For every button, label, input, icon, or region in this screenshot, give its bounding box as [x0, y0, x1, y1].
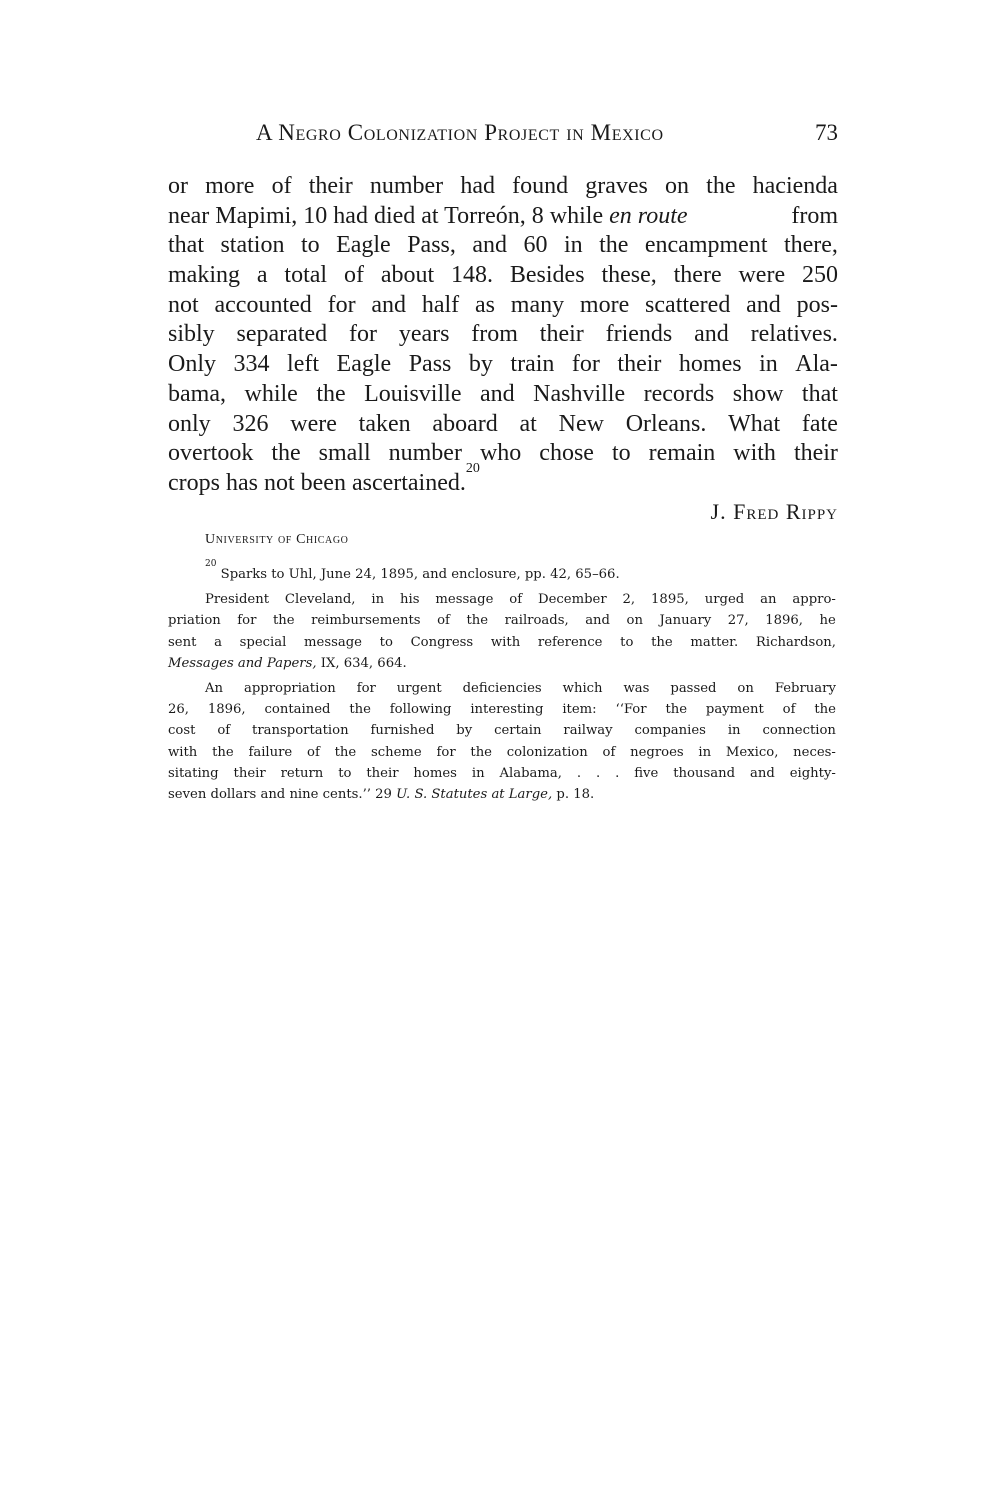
word: 250: [801, 262, 838, 289]
word: the: [651, 634, 673, 650]
word: eighty-: [789, 765, 836, 781]
word: passed: [670, 680, 717, 696]
word: chose: [539, 440, 594, 467]
word: 60: [523, 232, 548, 259]
word: interesting: [470, 702, 544, 718]
word: for: [356, 680, 376, 696]
word: their: [366, 765, 399, 781]
word: relatives.: [750, 321, 838, 348]
word: that: [801, 380, 838, 407]
word: .: [615, 765, 620, 781]
word: in: [698, 744, 712, 760]
word: 334: [233, 351, 270, 378]
word: 326: [232, 410, 269, 437]
word: many: [510, 291, 565, 318]
word: by: [468, 351, 493, 378]
word: encampment: [644, 232, 768, 259]
footnote-20: [168, 559, 836, 585]
word: appropriation: [243, 680, 336, 696]
word: had: [460, 173, 495, 199]
word: of: [437, 613, 450, 629]
word: Mexico,: [725, 744, 779, 760]
word: in: [727, 723, 741, 739]
word: scattered: [645, 291, 731, 318]
word: taken: [358, 410, 411, 437]
word: item:: [562, 702, 597, 718]
word: 27,: [727, 613, 749, 629]
word: there: [673, 262, 722, 289]
body-line: [168, 380, 838, 410]
footnote-line: [168, 763, 836, 784]
body-line: [168, 350, 838, 380]
body-line: [168, 261, 838, 291]
word: their: [617, 351, 662, 378]
word: left: [287, 351, 320, 378]
word: .: [596, 765, 601, 781]
word: not: [168, 291, 199, 318]
word: appro-: [792, 592, 836, 608]
word: message: [304, 634, 362, 650]
word: that: [168, 232, 204, 259]
word: the: [466, 613, 489, 629]
word: to: [379, 634, 393, 650]
word: the: [316, 380, 346, 407]
word: of: [509, 592, 523, 608]
italic-phrase: en route: [609, 202, 688, 229]
body-line: [168, 460, 838, 499]
word: on: [626, 613, 643, 629]
word: with: [168, 744, 198, 760]
word: show: [732, 380, 784, 407]
word: and: [479, 380, 515, 407]
word: 1896,: [765, 613, 804, 629]
word: in: [759, 351, 778, 378]
word: contained: [264, 702, 331, 718]
word: Eagle: [336, 351, 392, 378]
word: of: [307, 744, 320, 760]
word: in: [371, 592, 385, 608]
word: 1896,: [207, 702, 246, 718]
word: friends: [605, 321, 673, 348]
word: for: [348, 321, 377, 348]
word: matter.: [690, 634, 739, 650]
word: to: [338, 765, 352, 781]
footnote-line: [168, 632, 836, 653]
body-line: [168, 231, 838, 261]
word: a: [214, 634, 222, 650]
word: colonization: [506, 744, 588, 760]
word: his: [400, 592, 420, 608]
word: ‘‘For: [615, 702, 647, 718]
footnote-line: [168, 653, 836, 674]
word: transportation: [252, 723, 349, 739]
word: 1895,: [651, 592, 689, 608]
word: he: [819, 613, 836, 629]
word: priation: [168, 613, 221, 629]
word: were: [738, 262, 786, 289]
word: at: [519, 410, 537, 437]
page-number: 73: [815, 120, 838, 145]
word: to: [300, 232, 320, 259]
footnote-line: [168, 784, 836, 805]
word: January: [659, 613, 712, 629]
word: their: [793, 440, 838, 467]
word: their: [539, 321, 584, 348]
word: for: [571, 351, 600, 378]
running-head: [168, 120, 838, 152]
word: 26,: [168, 702, 189, 718]
word: reference: [537, 634, 603, 650]
author-signature: J. Fred Rippy: [710, 499, 838, 524]
word: with: [733, 440, 776, 467]
word: homes: [678, 351, 742, 378]
word: of: [217, 723, 231, 739]
word: or: [168, 173, 188, 199]
word: February: [774, 680, 836, 696]
word: negroes: [630, 744, 684, 760]
word: train: [510, 351, 555, 378]
word: aboard: [432, 410, 498, 437]
word: in: [471, 765, 485, 781]
word: their: [233, 765, 266, 781]
word: Cleveland,: [284, 592, 356, 608]
word: sent: [168, 634, 197, 650]
word: connection: [762, 723, 836, 739]
word: only: [168, 410, 211, 437]
word: President: [205, 592, 270, 608]
word: while: [244, 380, 298, 407]
body-line-text: near Mapimi, 10 had died at Torreón, 8 while: [168, 202, 604, 229]
word: railway: [563, 723, 613, 739]
word: message: [435, 592, 494, 608]
word: hacienda: [752, 173, 838, 199]
word: the: [599, 232, 629, 259]
word: with: [490, 634, 521, 650]
word: of: [602, 744, 616, 760]
word: of: [271, 173, 292, 199]
word: What: [728, 410, 781, 437]
word: was: [623, 680, 650, 696]
footnote-line: [168, 742, 836, 763]
word: Pass,: [407, 232, 456, 259]
footnote-line-text: p. 18.: [556, 786, 595, 802]
word: furnished: [370, 723, 435, 739]
word: number: [388, 440, 462, 467]
footnote-paragraph: [168, 678, 836, 805]
body-line: [168, 410, 838, 440]
word: return: [280, 765, 324, 781]
word: urgent: [396, 680, 442, 696]
word: neces-: [793, 744, 836, 760]
footnote-line: [168, 589, 836, 610]
word: overtook: [168, 440, 254, 467]
footnotes-section: [168, 559, 836, 805]
citation-title: U. S. Statutes at Large,: [396, 786, 553, 802]
word: to: [611, 440, 631, 467]
word: records: [643, 380, 715, 407]
word: about: [380, 262, 435, 289]
word: .: [576, 765, 582, 781]
word: thousand: [673, 765, 736, 781]
word: as: [474, 291, 495, 318]
footnote-paragraph: [168, 589, 836, 674]
word: urged: [704, 592, 745, 608]
word: December: [538, 592, 607, 608]
word: payment: [705, 702, 764, 718]
word: homes: [413, 765, 457, 781]
word: which: [562, 680, 603, 696]
word: the: [334, 744, 357, 760]
word: bama,: [168, 380, 226, 407]
word: Ala-: [795, 351, 838, 378]
body-line: [168, 291, 838, 321]
word: Nashville: [533, 380, 626, 407]
word: special: [239, 634, 287, 650]
body-paragraph: [168, 172, 838, 499]
footnote-line: [168, 678, 836, 699]
word: who: [479, 440, 522, 467]
word: making: [168, 262, 240, 289]
word: of: [343, 262, 364, 289]
word: fate: [801, 410, 838, 437]
word: pos-: [796, 291, 838, 318]
word: were: [290, 410, 337, 437]
word: and: [585, 613, 610, 629]
word: the: [706, 173, 736, 199]
word: failure: [248, 744, 293, 760]
word: Besides: [509, 262, 585, 289]
word: and: [694, 321, 729, 348]
word: a: [256, 262, 268, 289]
word: Eagle: [336, 232, 391, 259]
word: to: [620, 634, 634, 650]
word: scheme: [370, 744, 422, 760]
word: for: [237, 613, 257, 629]
word: deficiencies: [462, 680, 542, 696]
citation-title: Messages and Papers,: [168, 655, 317, 671]
word: the: [271, 440, 301, 467]
body-line-text: from: [791, 202, 838, 229]
word: certain: [494, 723, 542, 739]
body-line: [168, 439, 838, 469]
word: graves: [585, 173, 648, 199]
word: following: [389, 702, 452, 718]
word: half: [421, 291, 460, 318]
word: their: [308, 173, 353, 199]
word: station: [220, 232, 285, 259]
word: sitating: [168, 765, 219, 781]
word: more: [579, 291, 630, 318]
word: sibly: [168, 321, 215, 348]
body-line-text: crops has not been ascertained.: [168, 469, 466, 496]
word: accounted: [214, 291, 312, 318]
word: an: [760, 592, 777, 608]
word: by: [456, 723, 473, 739]
word: and: [749, 765, 775, 781]
word: Pass: [408, 351, 452, 378]
word: the: [665, 702, 688, 718]
word: more: [205, 173, 255, 199]
word: in: [563, 232, 583, 259]
body-line: [168, 202, 838, 232]
word: on: [737, 680, 754, 696]
word: 2,: [622, 592, 636, 608]
word: from: [471, 321, 518, 348]
word: five: [634, 765, 659, 781]
word: companies: [634, 723, 706, 739]
footnote-number: 20: [205, 559, 217, 569]
author-affiliation: University of Chicago: [205, 532, 349, 547]
word: and: [472, 232, 507, 259]
word: there,: [783, 232, 838, 259]
word: Only: [168, 351, 216, 378]
footnote-line-text: seven dollars and nine cents.’’ 29: [168, 786, 392, 802]
word: years: [398, 321, 450, 348]
word: of: [782, 702, 796, 718]
body-line: [168, 172, 838, 202]
word: the: [272, 613, 295, 629]
word: reimbursements: [311, 613, 421, 629]
footnote-line: [168, 720, 836, 741]
word: found: [512, 173, 569, 199]
footnote-reference-20[interactable]: 20: [465, 460, 480, 476]
word: railroads,: [504, 613, 569, 629]
word: total: [284, 262, 328, 289]
word: for: [436, 744, 456, 760]
word: remain: [648, 440, 716, 467]
word: the: [470, 744, 492, 760]
footnote-line-text: IX, 634, 664.: [320, 655, 407, 671]
word: number: [369, 173, 444, 199]
word: and: [746, 291, 781, 318]
footnote-line: [168, 699, 836, 720]
word: An: [205, 680, 224, 696]
word: Richardson,: [755, 634, 836, 650]
word: the: [814, 702, 836, 718]
word: the: [212, 744, 234, 760]
footnote-line: [168, 610, 836, 631]
word: Congress: [410, 634, 474, 650]
word: separated: [236, 321, 328, 348]
word: Alabama,: [499, 765, 562, 781]
footnote-text: Sparks to Uhl, June 24, 1895, and enclosure, pp. 42, 65–66.: [220, 567, 620, 582]
word: 148.: [451, 262, 494, 289]
running-head-title: A Negro Colonization Project in Mexico: [256, 120, 664, 145]
word: and: [371, 291, 407, 318]
word: Louisville: [364, 380, 462, 407]
word: these,: [601, 262, 657, 289]
word: the: [349, 702, 371, 718]
word: New: [558, 410, 604, 437]
body-line: [168, 320, 838, 350]
word: cost: [168, 723, 196, 739]
word: small: [318, 440, 371, 467]
word: for: [327, 291, 356, 318]
word: Orleans.: [625, 410, 707, 437]
word: on: [665, 173, 690, 199]
